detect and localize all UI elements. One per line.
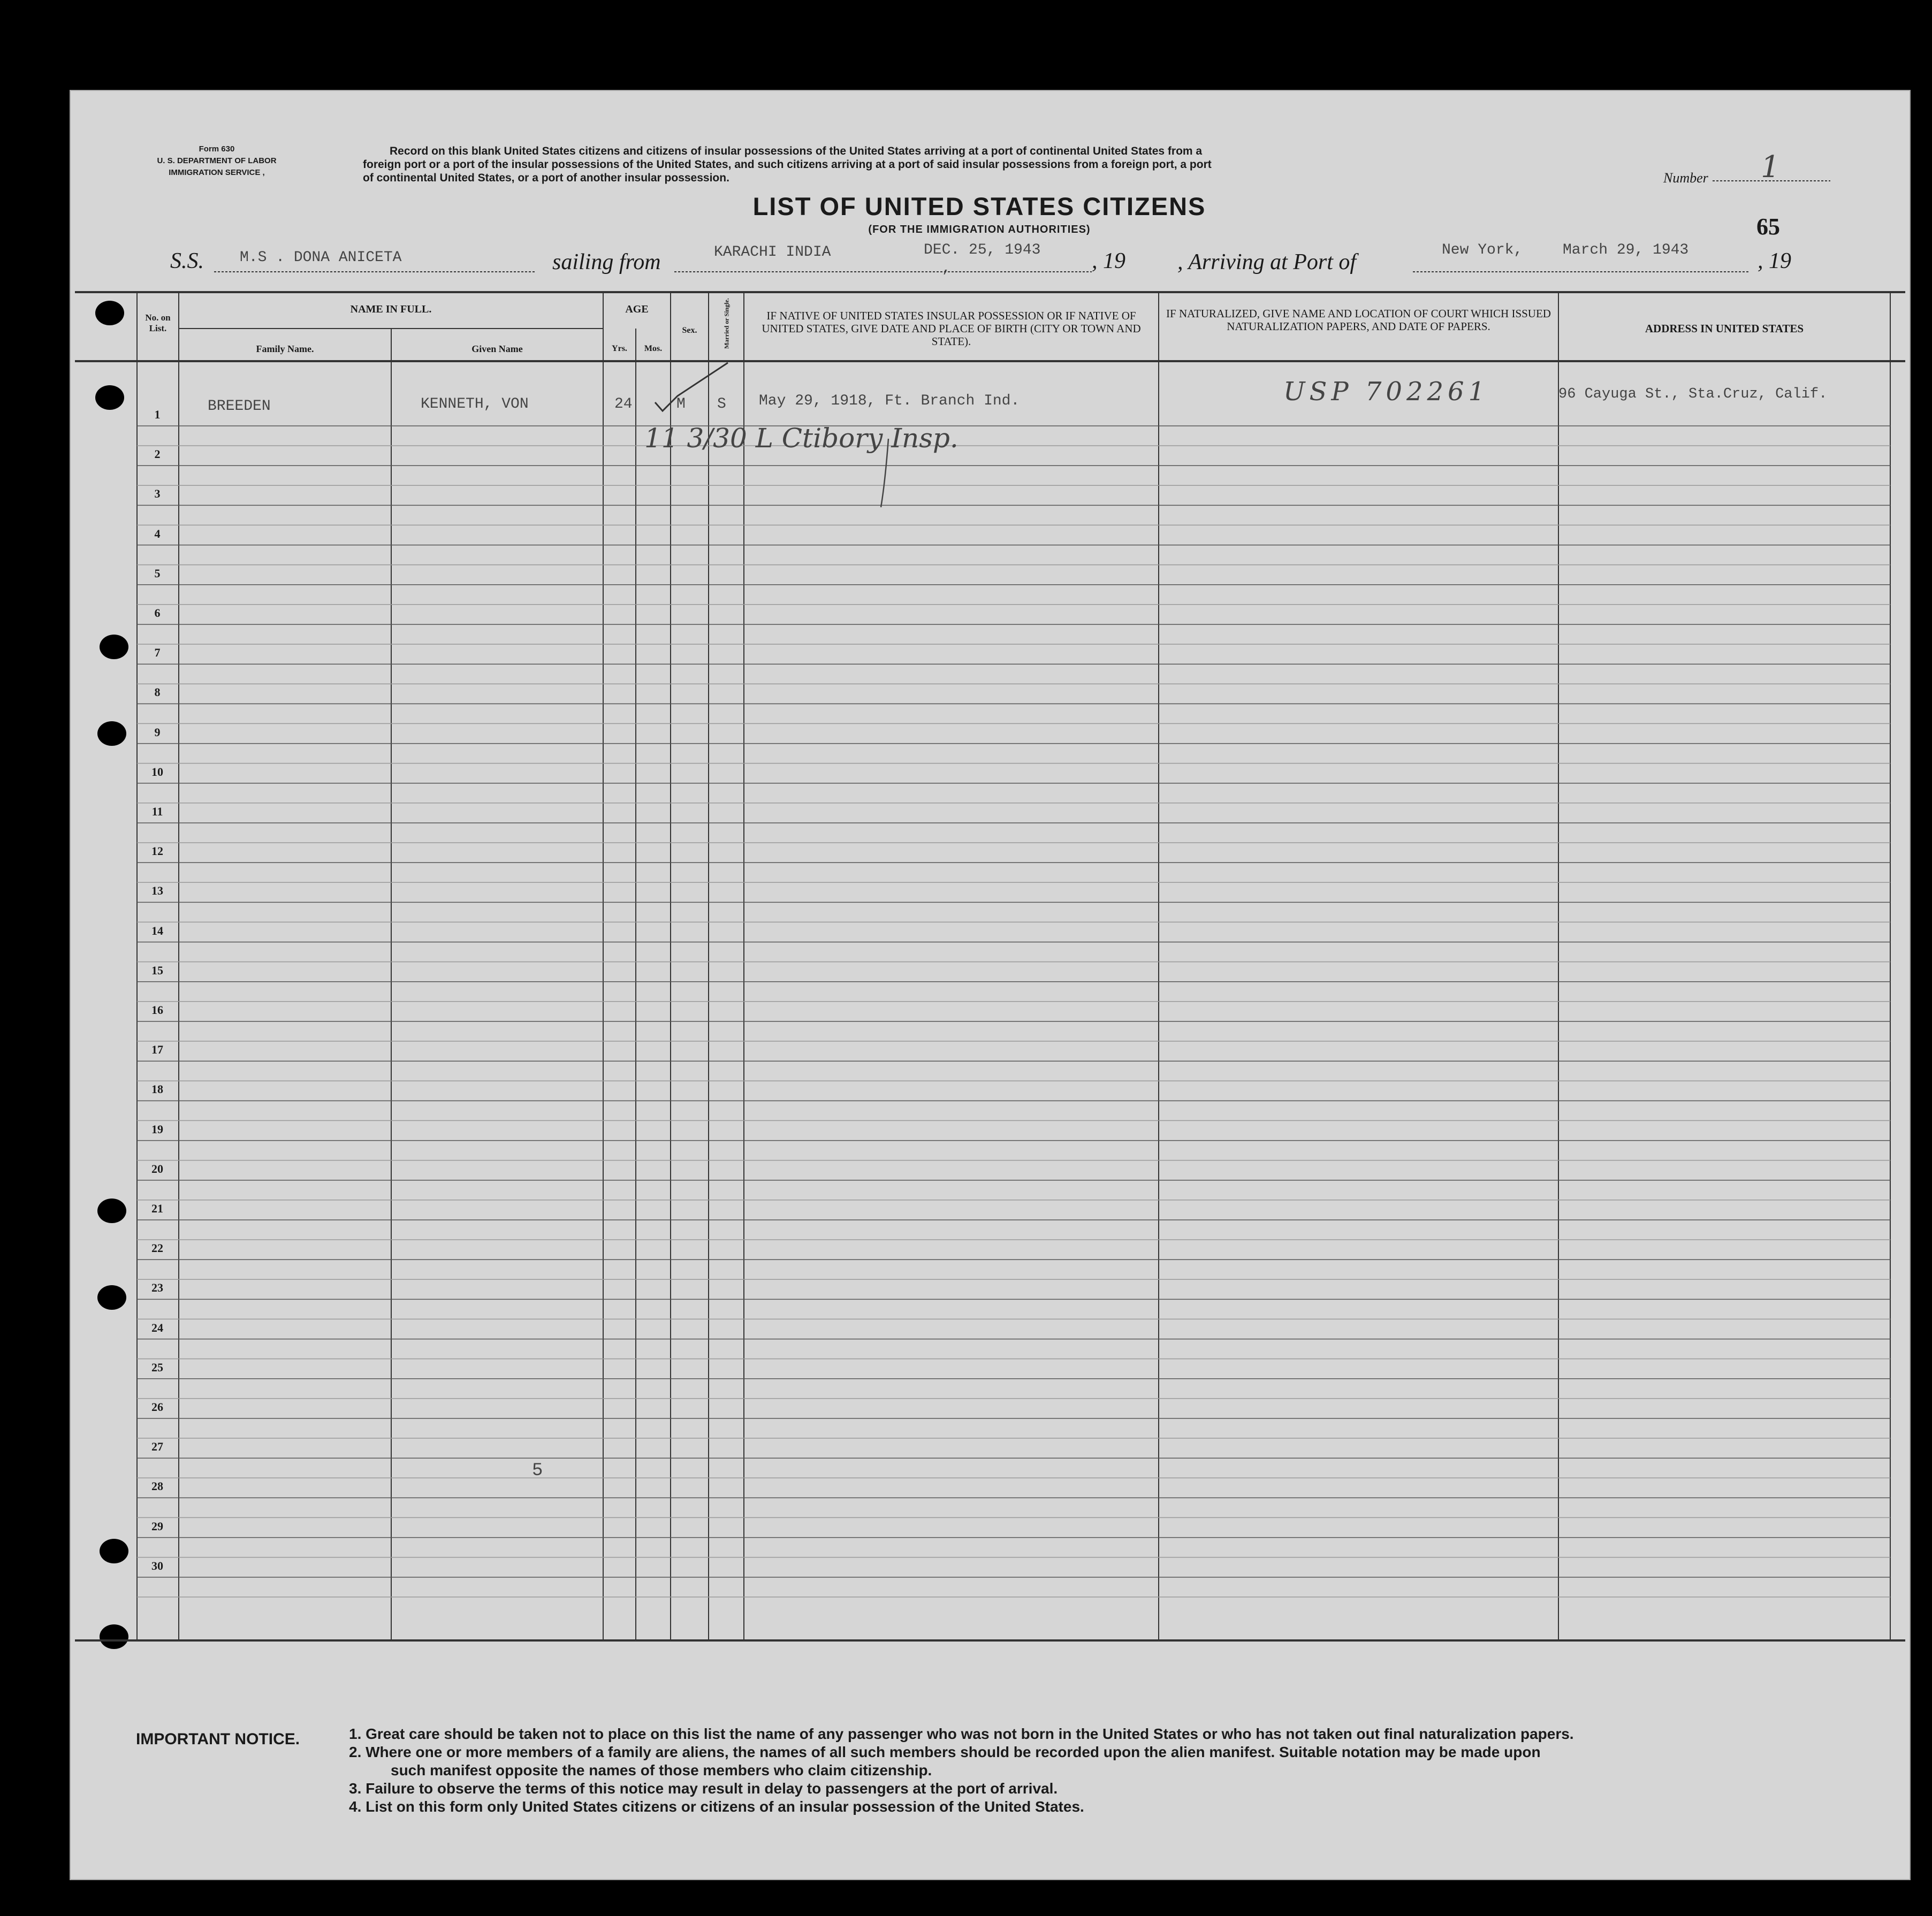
notice-item-3: 3. Failure to observe the terms of this notice may result in delay to passengers at the port of arrival.	[349, 1780, 1058, 1797]
header-no-on-list: No. on List.	[145, 312, 171, 333]
header-birth: IF NATIVE OF UNITED STATES INSULAR POSSESSION OR IF NATIVE OF UNITED STATES, GIVE DATE AND PLACE OF BIRTH (CITY OR TOWN AND STATE).	[762, 309, 1141, 348]
row-number: 22	[151, 1241, 163, 1255]
row-number: 29	[151, 1519, 163, 1533]
row-1-family-name: BREEDEN	[208, 398, 271, 415]
ship-name: M.S . DONA ANICETA	[240, 249, 402, 266]
departure-port: KARACHI INDIA	[714, 244, 831, 261]
row-number: 20	[151, 1162, 163, 1175]
row-number: 2	[154, 447, 161, 461]
notice-label: IMPORTANT NOTICE.	[136, 1730, 300, 1748]
header-married-single: Married or Single.	[722, 298, 731, 349]
row-number: 11	[151, 805, 163, 818]
stray-number: 5	[532, 1461, 543, 1481]
row-number: 21	[151, 1202, 163, 1215]
row-number: 5	[154, 566, 161, 580]
inspector-note: 11 3/30 L Ctibory Insp.	[644, 423, 959, 454]
row-1-address: 96 Cayuga St., Sta.Cruz, Calif.	[1558, 386, 1828, 402]
notice-item-2-cont: such manifest opposite the names of those members who claim citizenship.	[391, 1762, 932, 1778]
row-number: 16	[151, 1003, 163, 1017]
row-number: 25	[151, 1360, 163, 1374]
row-number: 23	[151, 1281, 163, 1295]
header-mos: Mos.	[644, 344, 663, 353]
row-number: 30	[151, 1559, 163, 1573]
row-1-age-years: 24	[614, 396, 633, 413]
notice-items	[349, 1725, 1901, 1816]
service-name: IMMIGRATION SERVICE ,	[169, 168, 265, 177]
header-address: ADDRESS IN UNITED STATES	[1645, 322, 1804, 335]
record-line-3: of continental United States, or a port of another insular possession.	[363, 172, 729, 184]
departure-date-comma: ,	[942, 260, 951, 277]
form-subtitle: (FOR THE IMMIGRATION AUTHORITIES)	[868, 224, 1091, 235]
row-number: 1	[154, 408, 161, 421]
row-number: 18	[151, 1082, 163, 1096]
row-number: 14	[151, 923, 163, 937]
row-number: 4	[154, 526, 161, 540]
page-number: 65	[1756, 213, 1780, 240]
form-number: Form 630	[199, 144, 235, 154]
notice-item-2: 2. Where one or more members of a family are aliens, the names of all such members should be recorded upon the alien manifest. Suitable notation may be made upon	[349, 1744, 1541, 1760]
header-naturalized: IF NATURALIZED, GIVE NAME AND LOCATION OF COURT WHICH ISSUED NATURALIZATION PAPERS, AND DATE OF PAPERS.	[1166, 307, 1551, 333]
number-value: 1	[1761, 150, 1780, 185]
row-number: 3	[154, 487, 161, 501]
row-number: 12	[151, 844, 163, 858]
header-yrs: Yrs.	[612, 344, 627, 353]
record-line-2: foreign port or a port of the insular possessions of the United States, and such citizens arriving at a port of said insular possessions from a foreign port, a port	[363, 158, 1212, 171]
row-number: 17	[151, 1043, 163, 1057]
row-number: 10	[151, 765, 163, 778]
record-line-1: Record on this blank United States citizens and citizens of insular possessions of the United States arriving at a port of continental United States from a	[390, 145, 1203, 157]
arriving-label: , Arriving at Port of	[1177, 250, 1357, 274]
sailing-from-label: sailing from	[552, 250, 661, 274]
year-label-1: , 19	[1092, 249, 1125, 273]
row-number: 13	[151, 884, 163, 898]
row-1-marital-status: S	[717, 396, 726, 413]
header-name-in-full: NAME IN FULL.	[350, 303, 432, 315]
row-number: 28	[151, 1479, 163, 1493]
row-1-given-name: KENNETH, VON	[421, 396, 529, 413]
row-number: 9	[154, 725, 161, 739]
row-1-naturalization: USP 702261	[1283, 377, 1489, 407]
row-number: 26	[151, 1400, 163, 1414]
form-title: LIST OF UNITED STATES CITIZENS	[752, 192, 1206, 220]
department-name: U. S. DEPARTMENT OF LABOR	[157, 156, 277, 165]
row-1-birth-info: May 29, 1918, Ft. Branch Ind.	[759, 393, 1020, 409]
row-number: 8	[154, 685, 161, 699]
header-family-name: Family Name.	[256, 343, 314, 354]
row-number: 7	[154, 646, 161, 660]
row-1-sex: M	[676, 396, 686, 413]
notice-item-4: 4. List on this form only United States citizens or citizens of an insular possession of the United States.	[349, 1798, 1084, 1815]
number-label: Number	[1663, 170, 1708, 186]
row-number: 27	[151, 1440, 163, 1454]
header-age: AGE	[625, 303, 649, 315]
departure-date: DEC. 25, 1943	[924, 242, 1041, 258]
row-number: 15	[151, 963, 163, 977]
arrival-port: New York,	[1442, 242, 1523, 258]
row-number: 19	[151, 1122, 163, 1136]
row-number: 24	[151, 1320, 163, 1334]
ss-label: S.S.	[170, 249, 204, 273]
year-label-2: , 19	[1758, 249, 1791, 273]
header-sex: Sex.	[682, 326, 697, 335]
header-given-name: Given Name	[471, 343, 523, 354]
notice-item-1: 1. Great care should be taken not to place on this list the name of any passenger who was not born in the United States or who has not taken out final naturalization papers.	[349, 1726, 1574, 1742]
arrival-date: March 29, 1943	[1563, 242, 1689, 258]
row-number: 6	[154, 606, 161, 620]
